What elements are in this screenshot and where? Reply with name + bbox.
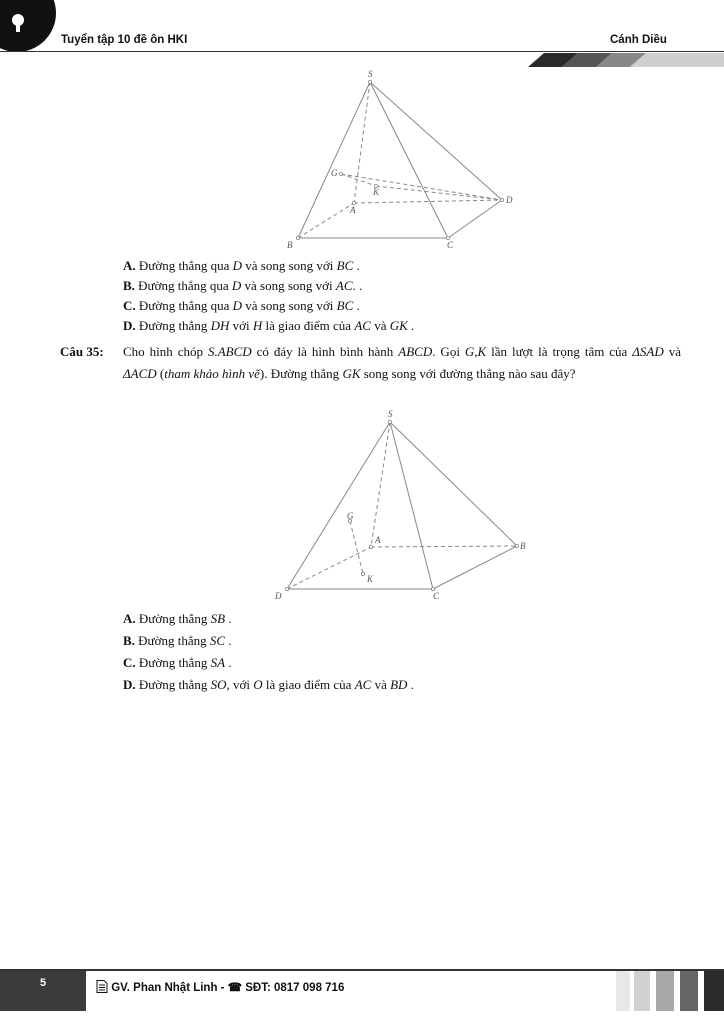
fig2-label-s: S	[388, 409, 393, 419]
q34-option-c[interactable]: C. Đường thẳng qua D và song song với BC .	[123, 298, 360, 313]
header-rule	[0, 51, 724, 52]
footer-author-line: GV. Phan Nhật Linh - ☎ SĐT: 0817 098 716	[96, 980, 344, 994]
header-left-title: Tuyển tập 10 đề ôn HKI	[61, 34, 188, 46]
fig1-label-k: K	[373, 187, 380, 197]
phone-icon: ☎	[227, 982, 243, 994]
pyramid-figure-2	[270, 406, 540, 604]
header-right-title: Cánh Diều	[610, 34, 667, 46]
corner-logo-badge	[0, 0, 56, 52]
author-name: GV. Phan Nhật Linh	[111, 982, 218, 994]
q35-option-d[interactable]: D. Đường thẳng SO, với O là giao điểm của AC và BD .	[123, 677, 414, 692]
page-number: 5	[0, 971, 86, 1011]
fig2-label-d: D	[275, 591, 282, 601]
q35-option-c[interactable]: C. Đường thẳng SA .	[123, 655, 232, 670]
fig1-label-d: D	[506, 195, 513, 205]
q35-option-b[interactable]: B. Đường thẳng SC .	[123, 633, 232, 648]
fig2-label-c: C	[433, 591, 440, 601]
fig1-label-g: G	[331, 168, 338, 178]
document-icon	[96, 980, 108, 993]
fig1-label-c: C	[447, 240, 454, 250]
fig1-label-b: B	[287, 240, 293, 250]
q34-option-a[interactable]: A. Đường thẳng qua D và song song với BC .	[123, 258, 360, 273]
fig2-label-g: G	[347, 511, 354, 521]
pyramid-figure-1	[280, 66, 520, 252]
footer-bars	[612, 971, 724, 1011]
q34-option-b[interactable]: B. Đường thẳng qua D và song song với AC. .	[123, 278, 363, 293]
fig1-label-a: A	[350, 205, 356, 215]
q35-text: Cho hình chóp S.ABCD có đáy là hình bình hành ABCD. Gọi G,K lần lượt là trọng tâm của ΔSAD và ΔACD (tham khảo hình vẽ). Đường thẳng GK song song với đường thẳng nào sau đây?	[123, 344, 681, 381]
q34-option-d[interactable]: D. Đường thẳng DH với H là giao điểm của AC và GK .	[123, 318, 415, 333]
header-stripes	[518, 53, 724, 67]
author-phone: SĐT: 0817 098 716	[245, 982, 345, 994]
fig2-label-a: A	[375, 535, 381, 545]
fig2-label-b: B	[520, 541, 526, 551]
q35-label: Câu 35:	[60, 344, 104, 359]
fig2-label-k: K	[367, 574, 374, 584]
q35-option-a[interactable]: A. Đường thẳng SB .	[123, 611, 232, 626]
fig1-label-s: S	[368, 69, 373, 79]
